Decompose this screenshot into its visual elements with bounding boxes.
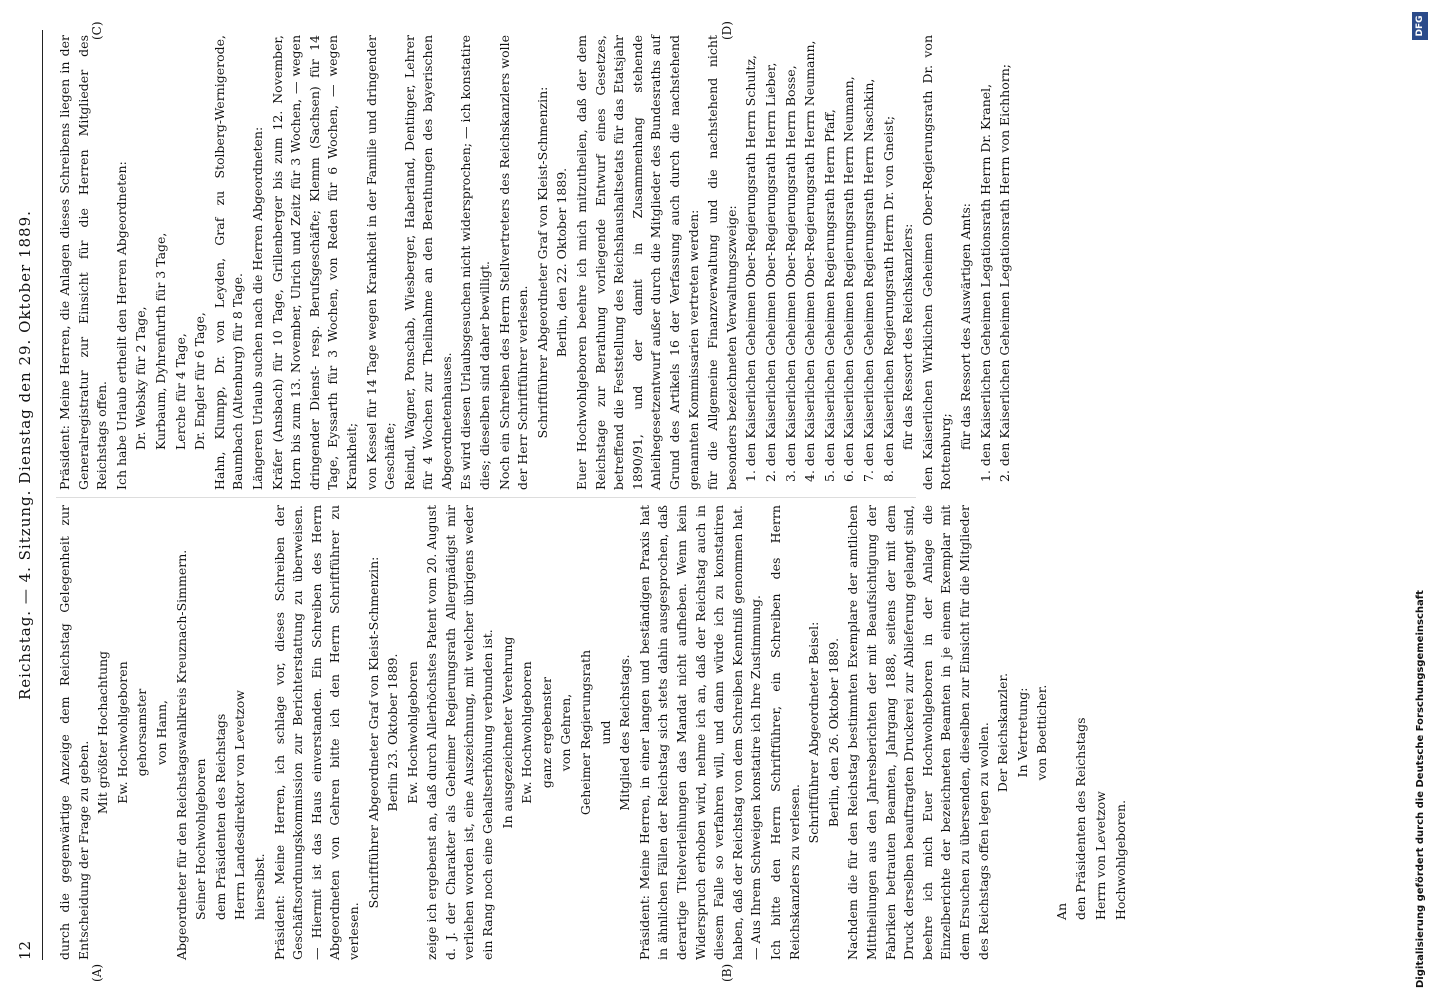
margin-mark-b: (B) <box>720 963 734 982</box>
left-column <box>56 505 1131 960</box>
left-column-paragraph: hierselbst. <box>251 853 267 920</box>
left-column-paragraph: Mit größter Hochachtung <box>95 650 111 815</box>
left-column-paragraph: Abgeordneter für den Reichstagswahlkreis Kreuznach-Simmern. <box>173 549 189 960</box>
left-column-paragraph: Ew. Hochwohlgeboren <box>114 661 130 804</box>
right-column-paragraph: Noch ein Schreiben des Herrn Stellvertreters des Reichskanzlers wolle der Herr Schriftführer verlesen. <box>496 35 531 490</box>
left-column-paragraph: Ew. Hochwohlgeboren <box>404 661 420 804</box>
right-column-paragraph: 4. den Kaiserlichen Geheimen Ober-Regierungsrath Herrn Neumann, <box>802 40 818 482</box>
right-column <box>56 35 1016 490</box>
right-column-paragraph: 7. den Kaiserlichen Geheimen Regierungsrath Herrn Naschkin, <box>860 78 876 482</box>
left-column-paragraph: gehorsamster <box>134 688 150 777</box>
left-column-paragraph: Der Reichskanzler. <box>995 672 1011 793</box>
left-column-paragraph: Schriftführer Abgeordneter Graf von Kleist-Schmenzin: <box>365 556 381 909</box>
left-column-paragraph: Berlin 23. Oktober 1889. <box>385 653 401 812</box>
left-column-paragraph: Ew. Hochwohlgeboren <box>519 661 535 804</box>
left-column-paragraph: Präsident: Meine Herren, in einer langen und beständigen Praxis hat in ähnlichen Fällen der Reichstag sich stets dahin ausgesprochen, daß derartige Titelverleihungen das Mandat nicht aufheben. Wenn kein Widerspruch erhoben wird, nehme ich an, daß der Reichstag auch in diesem Falle so verfahren will, und dann würde ich zu konstatiren haben, daß der Reichstag von dem Schreiben Kenntniß genommen hat. — Aus Ihrem Schweigen konstatire ich Ihre Zustimmung. <box>636 505 764 960</box>
margin-mark-c: (C) <box>90 21 104 40</box>
left-column-paragraph: Geheimer Regierungsrath <box>578 649 594 816</box>
right-column-paragraph: den Kaiserlichen Wirklichen Geheimen Ober-Regierungsrath Dr. von Rottenburg; <box>919 35 954 490</box>
right-column-paragraph: Längeren Urlaub suchen nach die Herren Abgeordneten: <box>249 126 265 490</box>
left-column-paragraph: Seiner Hochwohlgeboren <box>193 758 209 920</box>
left-column-paragraph: dem Präsidenten des Reichstags <box>212 713 228 920</box>
left-column-paragraph: den Präsidenten des Reichstags <box>1073 717 1089 920</box>
left-column-paragraph: Hochwohlgeboren. <box>1112 799 1128 920</box>
left-column-paragraph: In ausgezeichneter Verehrung <box>499 636 515 829</box>
right-column-paragraph: 2. den Kaiserlichen Geheimen Ober-Regierungsrath Herrn Lieber, <box>762 62 778 482</box>
right-column-paragraph: 5. den Kaiserlichen Geheimen Regierungsrath Herrn Pfaff, <box>821 109 837 482</box>
right-column-paragraph: Reindl, Wagner, Ponschab, Wiesberger, Haberland, Dentinger, Lehrer für 4 Wochen zur Theilnahme an den Berathungen des bayerischen Abgeordnetenhauses. <box>401 35 454 490</box>
left-column-paragraph: ganz ergebenster <box>538 676 554 789</box>
right-column-paragraph: Dr. Engler für 6 Tage, <box>192 312 208 450</box>
page-number: 12 <box>16 940 34 960</box>
right-column-paragraph: von Kessel für 14 Tage wegen Krankheit in der Familie und dringender Geschäfte; <box>363 35 398 490</box>
left-column-paragraph: von Hann, <box>153 699 169 766</box>
right-column-paragraph: Lerche für 4 Tage, <box>172 333 188 450</box>
left-column-paragraph: Präsident: Meine Herren, ich schlage vor, dieses Schreiben der Geschäftsordnungskommission zur Berichterstattung zu überweisen. — Hiermit ist das Haus einverstanden. Ein Schreiben des Herrn Abgeordneten von Gehren bitte ich den Herrn Schriftführer zu verlesen. <box>271 505 361 960</box>
left-column-paragraph: Ich bitte den Herrn Schriftführer, ein Schreiben des Herrn Reichskanzlers zu verlesen. <box>767 505 802 960</box>
left-column-paragraph: Herrn Landesdirektor von Levetzow <box>232 690 248 920</box>
right-column-paragraph: Ich habe Urlaub ertheilt den Herren Abgeordneten: <box>113 161 129 490</box>
right-column-paragraph: Berlin, den 22. Oktober 1889. <box>554 167 570 358</box>
margin-mark-d: (D) <box>720 21 734 40</box>
right-column-paragraph: 2. den Kaiserlichen Geheimen Legationsrath Herrn von Eichhorn; <box>997 64 1013 482</box>
right-column-paragraph: für die Allgemeine Finanzverwaltung und die nachstehend nicht besonders bezeichneten Verwaltungszweige: <box>705 35 739 490</box>
right-column-paragraph: Kräfer (Ansbach) für 10 Tage, Grillenberger bis zum 12. November, Horn bis zum 13. November, Ulrich und Zeitz für 3 Wochen, — wegen dringender Dienst- resp. Berufsgeschäfte; Klemm (Sachsen) für 14 Tage, Eyssarth für 3 Wochen, von Reden für 6 Wochen, — wegen Krankheit; <box>269 35 359 490</box>
left-column-paragraph: Schriftführer Abgeordneter Beisel: <box>806 621 822 844</box>
right-column-paragraph: Euer Hochwohlgeboren beehre ich mich mitzutheilen, daß der dem Reichstage zur Berathung vorliegende Entwurf eines Gesetzes, betreffend die Feststellung des Reichshaushaltsetats für das Etatsjahr 1890/91, und der damit in Zusammenhang stehende Anleihegesetzentwurf außer durch die Mitglieder des Bundesraths auf Grund des Artikels 16 der Verfassung auch durch die nachstehend genannten Kommissarien vertreten werden: <box>574 35 701 490</box>
left-column-paragraph: In Vertretung: <box>1014 687 1030 778</box>
left-column-paragraph: Nachdem die für den Reichstag bestimmten Exemplare der amtlichen Mittheilungen aus den Jahresberichten der mit Beaufsichtigung der Fabriken betrauten Beamten, Jahrgang 1888, seitens der mit dem Druck derselben beauftragten Druckerei zur Ablieferung gelangt sind, beehre ich mich Euer Hochwohlgeboren in der Anlage die Einzelberichte der bezeichneten Beamten in je einem Exemplar mit dem Ersuchen zu übersenden, dieselben zur Einsicht für die Mitglieder des Reichstags offen legen zu wollen. <box>845 505 991 960</box>
credit-text: Digitalisierung gefördert durch die Deutsche Forschungsgemeinschaft <box>1415 590 1426 988</box>
dfg-logo: DFG <box>1412 12 1428 40</box>
left-column-paragraph: durch die gegenwärtige Anzeige dem Reichstag Gelegenheit zur Entscheidung der Frage zu geben. <box>57 505 91 960</box>
left-column-paragraph: Berlin, den 26. Oktober 1889. <box>825 637 841 828</box>
left-column-paragraph: von Boetticher. <box>1034 684 1050 781</box>
right-column-paragraph: Es wird diesen Urlaubsgesuchen nicht widersprochen; — ich konstatire dies; dieselben sind daher bewilligt. <box>458 35 493 490</box>
margin-mark-a: (A) <box>90 963 104 982</box>
page-title: Reichstag. — 4. Sitzung. Dienstag den 29. Oktober 1889. <box>16 210 34 700</box>
left-column-paragraph: Mitglied des Reichstags. <box>617 654 633 811</box>
digitization-credit <box>1412 0 1432 1000</box>
left-column-paragraph: zeige ich ergebenst an, daß durch Allerhöchstes Patent vom 20. August d. J. der Charakter als Geheimer Regierungsrath Allergnädigst mir verliehen worden ist, eine Auszeichnung, mit welcher übrigens weder ein Rang noch eine Gehaltserhöhung verbunden ist. <box>424 505 496 960</box>
right-column-paragraph: 8. den Kaiserlichen Regierungsrath Herrn Dr. von Gneist; <box>880 115 896 482</box>
left-column-paragraph: von Gehren, <box>558 693 574 772</box>
right-column-paragraph: 1. den Kaiserlichen Geheimen Legationsrath Herrn Dr. Kranel, <box>977 83 993 482</box>
page-header <box>8 30 43 960</box>
left-column-paragraph: An <box>1053 902 1069 920</box>
right-column-paragraph: Präsident: Meine Herren, die Anlagen dieses Schreibens liegen in der Generalregistratur zur Einsicht für die Herren Mitglieder des Reichstags offen. <box>57 35 110 490</box>
left-column-paragraph: Herrn von Levetzow <box>1093 791 1109 920</box>
right-column-paragraph: Schriftführer Abgeordneter Graf von Kleist-Schmenzin: <box>534 86 550 439</box>
right-column-paragraph: 1. den Kaiserlichen Geheimen Ober-Regierungsrath Herrn Schultz, <box>743 54 759 482</box>
left-column-paragraph: und <box>597 720 613 745</box>
right-column-paragraph: für das Ressort des Reichskanzlers: <box>900 223 916 450</box>
right-column-paragraph: Dr. Websky für 2 Tage, <box>133 306 149 450</box>
right-column-paragraph: Kurbaum, Dyhrenfurth für 3 Tage, <box>152 232 168 450</box>
right-column-paragraph: für das Ressort des Auswärtigen Amts: <box>957 203 973 450</box>
column-divider <box>56 497 916 498</box>
right-column-paragraph: Hahn, Klumpp, Dr. von Leyden, Graf zu Stolberg-Wernigerode, Baumbach (Altenburg) für 8 Tage. <box>211 35 246 490</box>
right-column-paragraph: 6. den Kaiserlichen Geheimen Regierungsrath Herrn Neumann, <box>841 76 857 482</box>
right-column-paragraph: 3. den Kaiserlichen Geheimen Ober-Regierungsrath Herrn Bosse, <box>782 65 798 482</box>
